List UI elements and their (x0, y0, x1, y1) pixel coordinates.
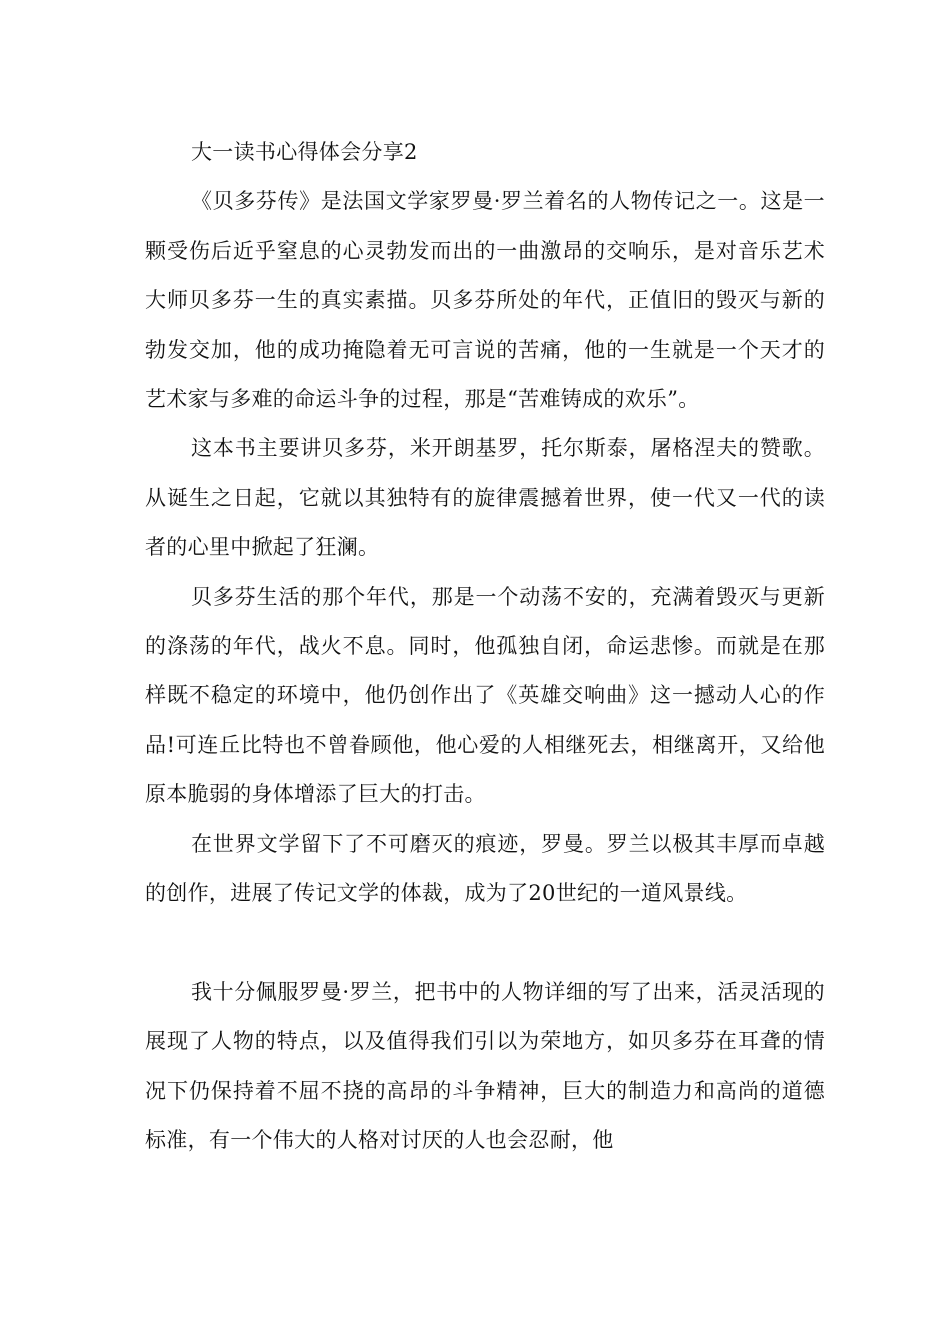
paragraph-spacer (145, 919, 825, 968)
document-body (145, 128, 825, 1166)
paragraph-2: 这本书主要讲贝多芬，米开朗基罗，托尔斯泰，屠格涅夫的赞歌。从诞生之日起，它就以其独特有的旋律震撼着世界，使一代又一代的读者的心里中掀起了狂澜。 (145, 436, 825, 560)
document-title: 大一读书心得体会分享2 (191, 140, 418, 164)
paragraph-3: 贝多芬生活的那个年代，那是一个动荡不安的，充满着毁灭与更新的涤荡的年代，战火不息。同时，他孤独自闭，命运悲惨。而就是在那样既不稳定的环境中，他仍创作出了《英雄交响曲》这一撼动人心的作品!可连丘比特也不曾眷顾他，他心爱的人相继死去，相继离开，又给他原本脆弱的身体增添了巨大的打击。 (145, 584, 825, 807)
paragraph-5: 我十分佩服罗曼·罗兰，把书中的人物详细的写了出来，活灵活现的展现了人物的特点，以及值得我们引以为荣地方，如贝多芬在耳聋的情况下仍保持着不屈不挠的高昂的斗争精神，巨大的制造力和高尚的道德标准，有一个伟大的人格对讨厌的人也会忍耐，他 (145, 979, 825, 1153)
paragraph-4: 在世界文学留下了不可磨灭的痕迹，罗曼。罗兰以极其丰厚而卓越的创作，进展了传记文学的体裁，成为了20世纪的一道风景线。 (145, 831, 825, 906)
paragraph-1: 《贝多芬传》是法国文学家罗曼·罗兰着名的人物传记之一。这是一颗受伤后近乎窒息的心灵勃发而出的一曲激昂的交响乐，是对音乐艺术大师贝多芬一生的真实素描。贝多芬所处的年代，正值旧的毁灭与新的勃发交加，他的成功掩隐着无可言说的苦痛，他的一生就是一个天才的艺术家与多难的命运斗争的过程，那是“苦难铸成的欢乐”。 (145, 189, 825, 412)
